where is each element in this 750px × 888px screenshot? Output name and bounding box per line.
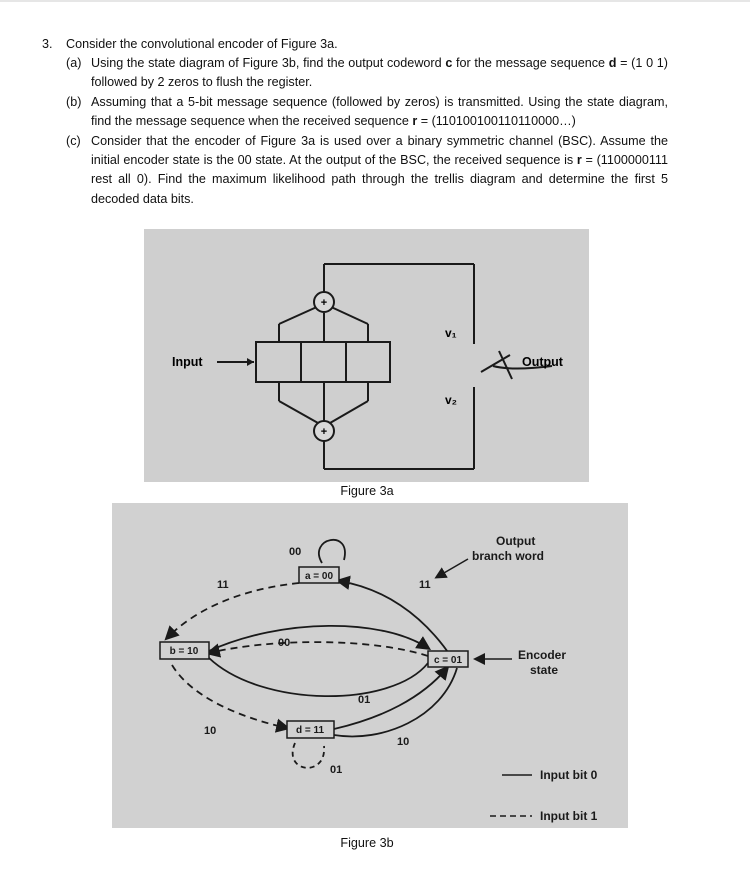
legend-input-bit-1: Input bit 1 <box>540 809 598 823</box>
d-self-loop <box>293 743 325 768</box>
branch-label: 10 <box>204 725 217 737</box>
received-symbol: r <box>576 153 582 168</box>
shift-register <box>256 342 390 382</box>
output-label: Output <box>522 355 563 369</box>
encoder-diagram <box>144 229 589 482</box>
output-branch-word-label: Output branch word <box>472 534 545 563</box>
state-c-label: c = 01 <box>433 655 463 666</box>
branch-label: 11 <box>419 579 431 591</box>
codeword-symbol: c <box>445 56 453 70</box>
branch-label: 11 <box>217 579 229 591</box>
part-a-text-2: for the message sequence <box>452 56 609 70</box>
part-a <box>66 54 668 92</box>
part-text <box>91 54 668 92</box>
part-label: (c) <box>66 134 81 148</box>
part-c-text-1: Consider that the encoder of Figure 3a is used over a binary symmetric channel (BSC). Assume the initial encoder state is the 00 state. At the output of the BSC, the received sequence is <box>91 134 668 168</box>
v2-label: v₂ <box>445 393 458 407</box>
state-b-label: b = 10 <box>169 646 199 657</box>
state-a-label: a = 00 <box>304 571 334 582</box>
part-text <box>91 93 668 131</box>
question-title: Consider the convolutional encoder of Figure 3a. <box>66 37 338 51</box>
figure-3a <box>144 229 589 482</box>
question-number: 3. <box>42 37 53 51</box>
branch-label: 01 <box>358 694 371 706</box>
part-label: (a) <box>66 56 82 70</box>
part-a-text-3: = (1 0 1) followed by 2 zeros to flush the register. <box>91 56 668 90</box>
top-divider <box>0 0 750 2</box>
branch-label: 01 <box>330 764 343 776</box>
input-label: Input <box>172 355 203 369</box>
a-self-loop <box>319 540 345 563</box>
received-symbol: r <box>412 114 418 129</box>
figure-3b <box>112 503 628 828</box>
message-symbol: d <box>608 56 617 70</box>
part-b <box>66 93 668 131</box>
part-label: (b) <box>66 95 82 109</box>
part-c-text-2: = (1100000111 rest all 0). Find the maximum likelihood path through the trellis diagram and determine the first 5 decoded data bits. <box>91 153 669 206</box>
plus-symbol: + <box>320 297 328 309</box>
figure-3a-caption: Figure 3a <box>340 484 394 498</box>
legend-input-bit-0: Input bit 0 <box>540 768 598 782</box>
part-c <box>66 132 668 209</box>
v1-label: v₁ <box>445 326 457 340</box>
encoder-state-label: Encoder state <box>518 648 567 677</box>
branch-label: 00 <box>289 546 302 558</box>
part-text <box>91 132 668 209</box>
state-d-label: d = 11 <box>295 725 325 736</box>
branch-label: 10 <box>397 736 410 748</box>
part-a-text-1: Using the state diagram of Figure 3b, find the output codeword <box>91 56 446 70</box>
plus-symbol: + <box>320 426 328 438</box>
state-diagram <box>112 503 628 828</box>
part-b-text-2: = (110100100110110000…) <box>417 114 576 129</box>
branch-label: 00 <box>278 637 291 649</box>
figure-3b-caption: Figure 3b <box>340 836 394 850</box>
part-b-text-1: Assuming that a 5-bit message sequence (followed by zeros) is transmitted. Using the state diagram, find the message sequence when the received sequence <box>91 95 668 129</box>
